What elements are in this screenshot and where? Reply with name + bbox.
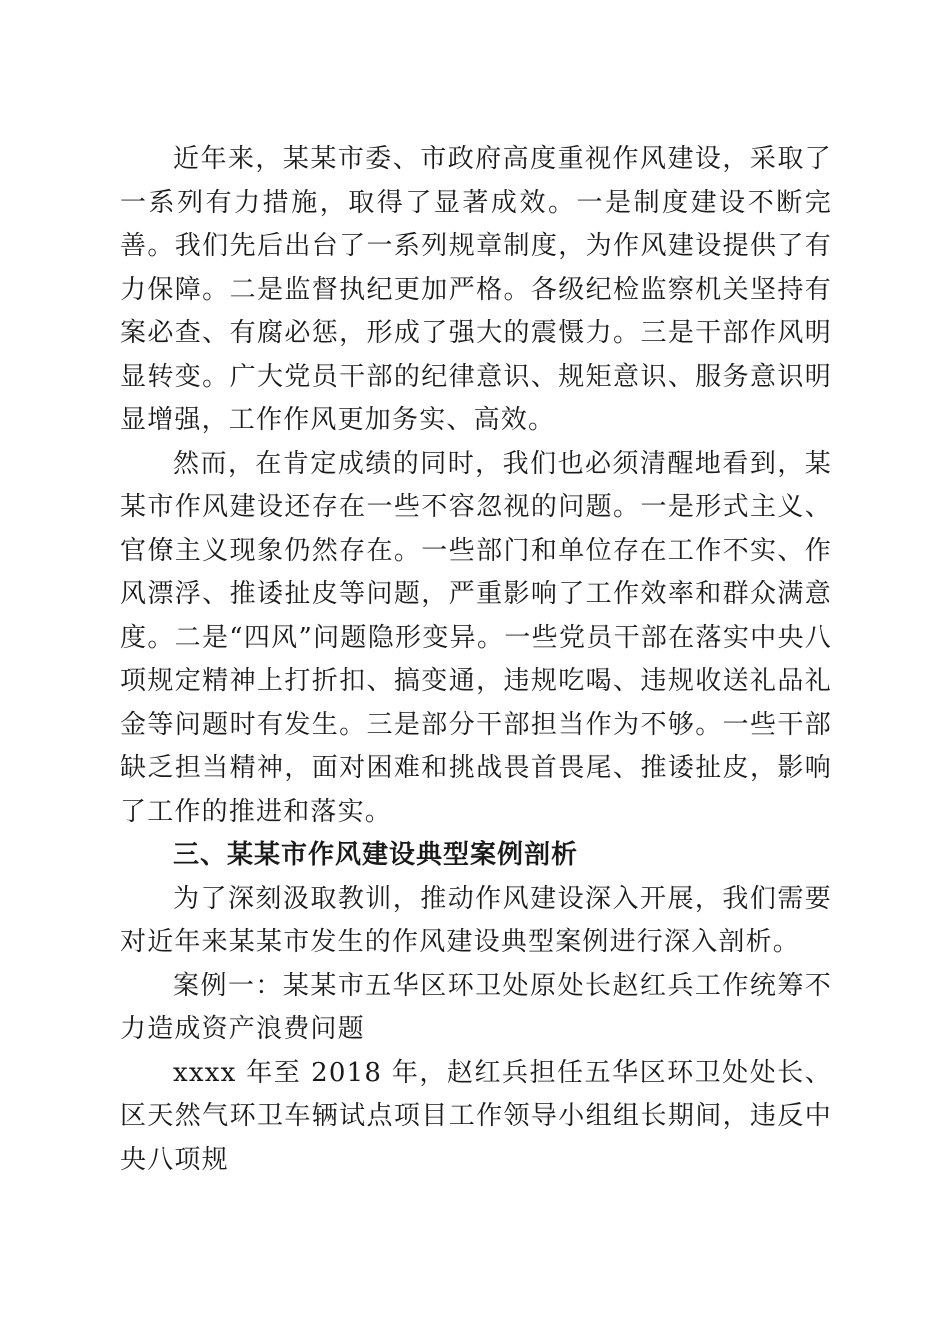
paragraph-problems: 然而，在肯定成绩的同时，我们也必须清醒地看到，某某市作风建设还存在一些不容忽视的问题。一是形式主义、官僚主义现象仍然存在。一些部门和单位存在工作不实、作风漂浮、推诿扯皮等问题，严重影响了工作效率和群众满意度。二是“四风”问题隐形变异。一些党员干部在落实中央八项规定精神上打折扣、搞变通，违规吃喝、违规收送礼品礼金等问题时有发生。三是部分干部担当作为不够。一些干部缺乏担当精神，面对困难和挑战畏首畏尾、推诿扯皮，影响了工作的推进和落实。 bbox=[120, 448, 832, 827]
case-title: 案例一：某某市五华区环卫处原处长赵红兵工作统筹不力造成资产浪费问题 bbox=[120, 970, 832, 1044]
paragraph-achievements: 近年来，某某市委、市政府高度重视作风建设，采取了一系列有力措施，取得了显著成效。一是制度建设不断完善。我们先后出台了一系列规章制度，为作风建设提供了有力保障。二是监督执纪更加严格。各级纪检监察机关坚持有案必查、有腐必惩，形成了强大的震慑力。三是干部作风明显转变。广大党员干部的纪律意识、规矩意识、服务意识明显增强，工作作风更加务实、高效。 bbox=[120, 144, 832, 435]
document-body bbox=[120, 138, 832, 1182]
case-body: xxxx 年至 2018 年，赵红兵担任五华区环卫处处长、区天然气环卫车辆试点项目工作领导小组组长期间，违反中央八项规 bbox=[120, 1057, 832, 1175]
section-heading: 三、某某市作风建设典型案例剖析 bbox=[173, 840, 579, 870]
paragraph-intro: 为了深刻汲取教训，推动作风建设深入开展，我们需要对近年来某某市发生的作风建设典型案例进行深入剖析。 bbox=[120, 883, 832, 957]
